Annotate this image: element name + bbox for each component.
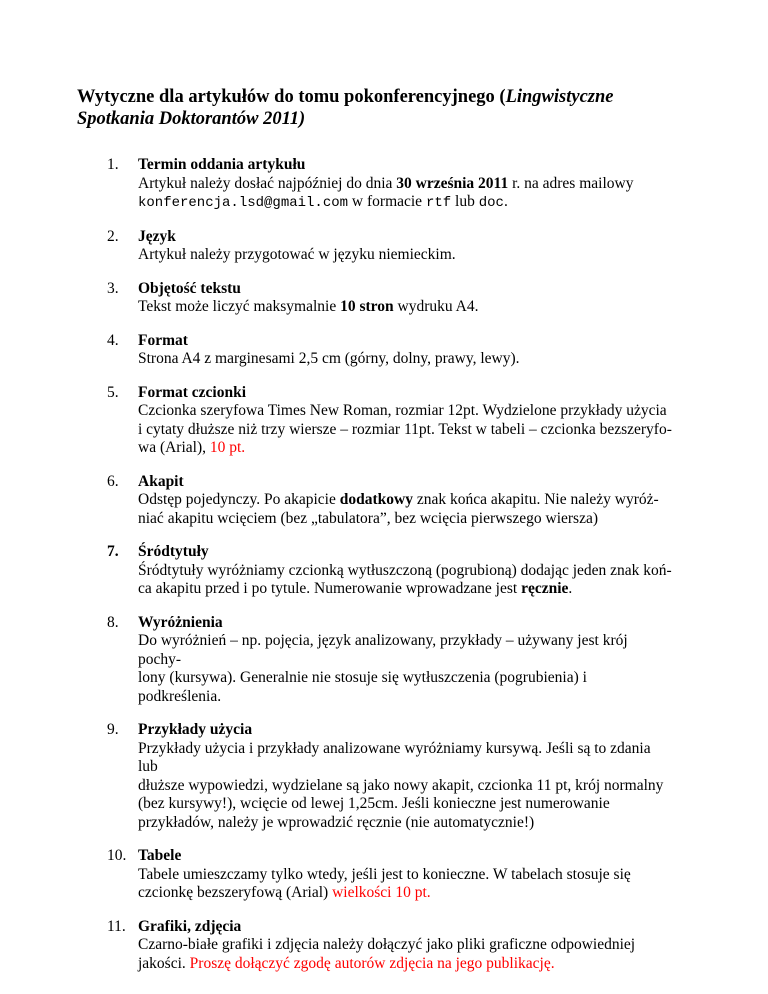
item-heading: Grafiki, zdjęcia [138, 917, 242, 935]
highlighted-text: wielkości 10 pt. [332, 884, 431, 901]
list-item-graphics [107, 918, 672, 974]
list-item-tables [107, 847, 672, 903]
list-item-language [107, 228, 672, 265]
item-text: Odstęp pojedynczy. Po akapicie [138, 491, 340, 508]
item-text: Strona A4 z marginesami 2,5 cm (górny, dolny, prawy, lewy). [138, 350, 520, 367]
item-text: Do wyróżnień – np. pojęcia, język analizowany, przykłady – używany jest krój pochy- [138, 632, 628, 668]
item-text: niać akapitu wcięciem (bez „tabulatora”, bez wcięcia pierwszego wiersza) [138, 509, 599, 527]
item-text: r. na adres mailowy [508, 174, 634, 192]
item-heading: Termin oddania artykułu [138, 156, 306, 173]
item-number: 5. [107, 383, 119, 401]
item-number: 6. [107, 472, 119, 490]
item-heading: Format [138, 331, 188, 349]
item-text: Śródtytuły wyróżniamy czcionką wytłuszczoną (pogrubioną) dodając jeden znak koń- [138, 561, 672, 579]
item-text: dłuższe wypowiedzi, wydzielane są jako nowy akapit, czcionka 11 pt, krój normalny [138, 776, 664, 794]
item-text: znak końca akapitu. Nie należy wyróż- [412, 491, 659, 508]
item-text: czcionkę bezszeryfową (Arial) [138, 884, 333, 901]
item-number: 7. [107, 543, 119, 560]
item-heading: Język [138, 227, 176, 245]
email-address: konferencja.lsd@gmail.com [138, 195, 349, 211]
item-text: ca akapitu przed i po tytule. Numerowanie wprowadzane jest [138, 580, 522, 597]
list-item-paragraph [107, 473, 672, 529]
item-heading: Tabele [138, 847, 182, 864]
list-item-format [107, 332, 672, 369]
page-limit: 10 stron [340, 298, 394, 315]
title-italic-text: Lingwistyczne Spotkania Doktorantów 2011) [77, 87, 614, 129]
item-number: 4. [107, 331, 119, 349]
item-text: (bez kursywy!), wcięcie od lewej 1,25cm. Jeśli konieczne jest numerowanie [138, 795, 610, 812]
bold-text: dodatkowy [339, 491, 413, 508]
item-text: przykładów, należy je wprowadzić ręcznie (nie automatycznie!) [138, 813, 535, 831]
format-doc: doc [478, 195, 504, 211]
item-number: 9. [107, 721, 119, 738]
item-text: jakości. [138, 954, 190, 972]
item-text: Czarno-białe grafiki i zdjęcia należy dołączyć jako pliki graficzne odpowiedniej [138, 936, 636, 953]
item-text: . [503, 193, 508, 210]
item-number: 8. [107, 613, 119, 631]
list-item-emphasis [107, 614, 672, 707]
list-item-examples [107, 721, 672, 832]
list-item-deadline [107, 156, 672, 213]
item-text: Artykuł należy przygotować w języku niemieckim. [138, 246, 456, 263]
list-item-subheadings [107, 543, 672, 599]
item-text: . [568, 580, 573, 597]
item-text: Tabele umieszczamy tylko wtedy, jeśli jest to konieczne. W tabelach stosuje się [138, 865, 631, 883]
title-text: Wytyczne dla artykułów do tomu pokonferencyjnego ( [77, 87, 506, 107]
item-text: w formacie [348, 193, 426, 210]
item-number: 1. [107, 156, 119, 173]
item-heading: Format czcionki [138, 383, 247, 401]
item-number: 3. [107, 279, 119, 297]
item-number: 10. [107, 847, 127, 864]
item-text: Przykłady użycia i przykłady analizowane wyróżniamy kursywą. Jeśli są to zdania lub [138, 739, 651, 775]
list-item-length [107, 280, 672, 317]
bold-text: ręcznie [521, 580, 569, 597]
deadline-date: 30 września 2011 [396, 174, 509, 192]
item-heading: Przykłady użycia [138, 721, 253, 738]
item-number: 11. [107, 917, 126, 935]
item-text: Czcionka szeryfowa Times New Roman, rozmiar 12pt. Wydzielone przykłady użycia [138, 402, 667, 419]
item-text: lony (kursywa). Generalnie nie stosuje się wytłuszczenia (pogrubienia) i podkreślenia. [138, 669, 587, 705]
item-text: wa (Arial), [138, 439, 210, 456]
item-heading: Wyróżnienia [138, 613, 223, 631]
document-title [77, 86, 677, 130]
item-text: i cytaty dłuższe niż trzy wiersze – rozmiar 11pt. Tekst w tabeli – czcionka bezszeryfo- [138, 420, 672, 438]
guidelines-list [107, 156, 672, 973]
format-rtf: rtf [425, 195, 452, 211]
item-text: lub [451, 193, 479, 210]
item-number: 2. [107, 227, 119, 245]
highlighted-text: Proszę dołączyć zgodę autorów zdjęcia na jego publikację. [189, 954, 555, 972]
highlighted-text: 10 pt. [209, 439, 246, 456]
item-text: wydruku A4. [393, 298, 479, 315]
item-heading: Akapit [138, 472, 184, 490]
item-heading: Śródtytuły [138, 543, 209, 560]
item-heading: Objętość tekstu [138, 279, 241, 297]
list-item-font [107, 384, 672, 458]
item-text: Artykuł należy dosłać najpóźniej do dnia [138, 174, 397, 192]
item-text: Tekst może liczyć maksymalnie [138, 298, 341, 315]
